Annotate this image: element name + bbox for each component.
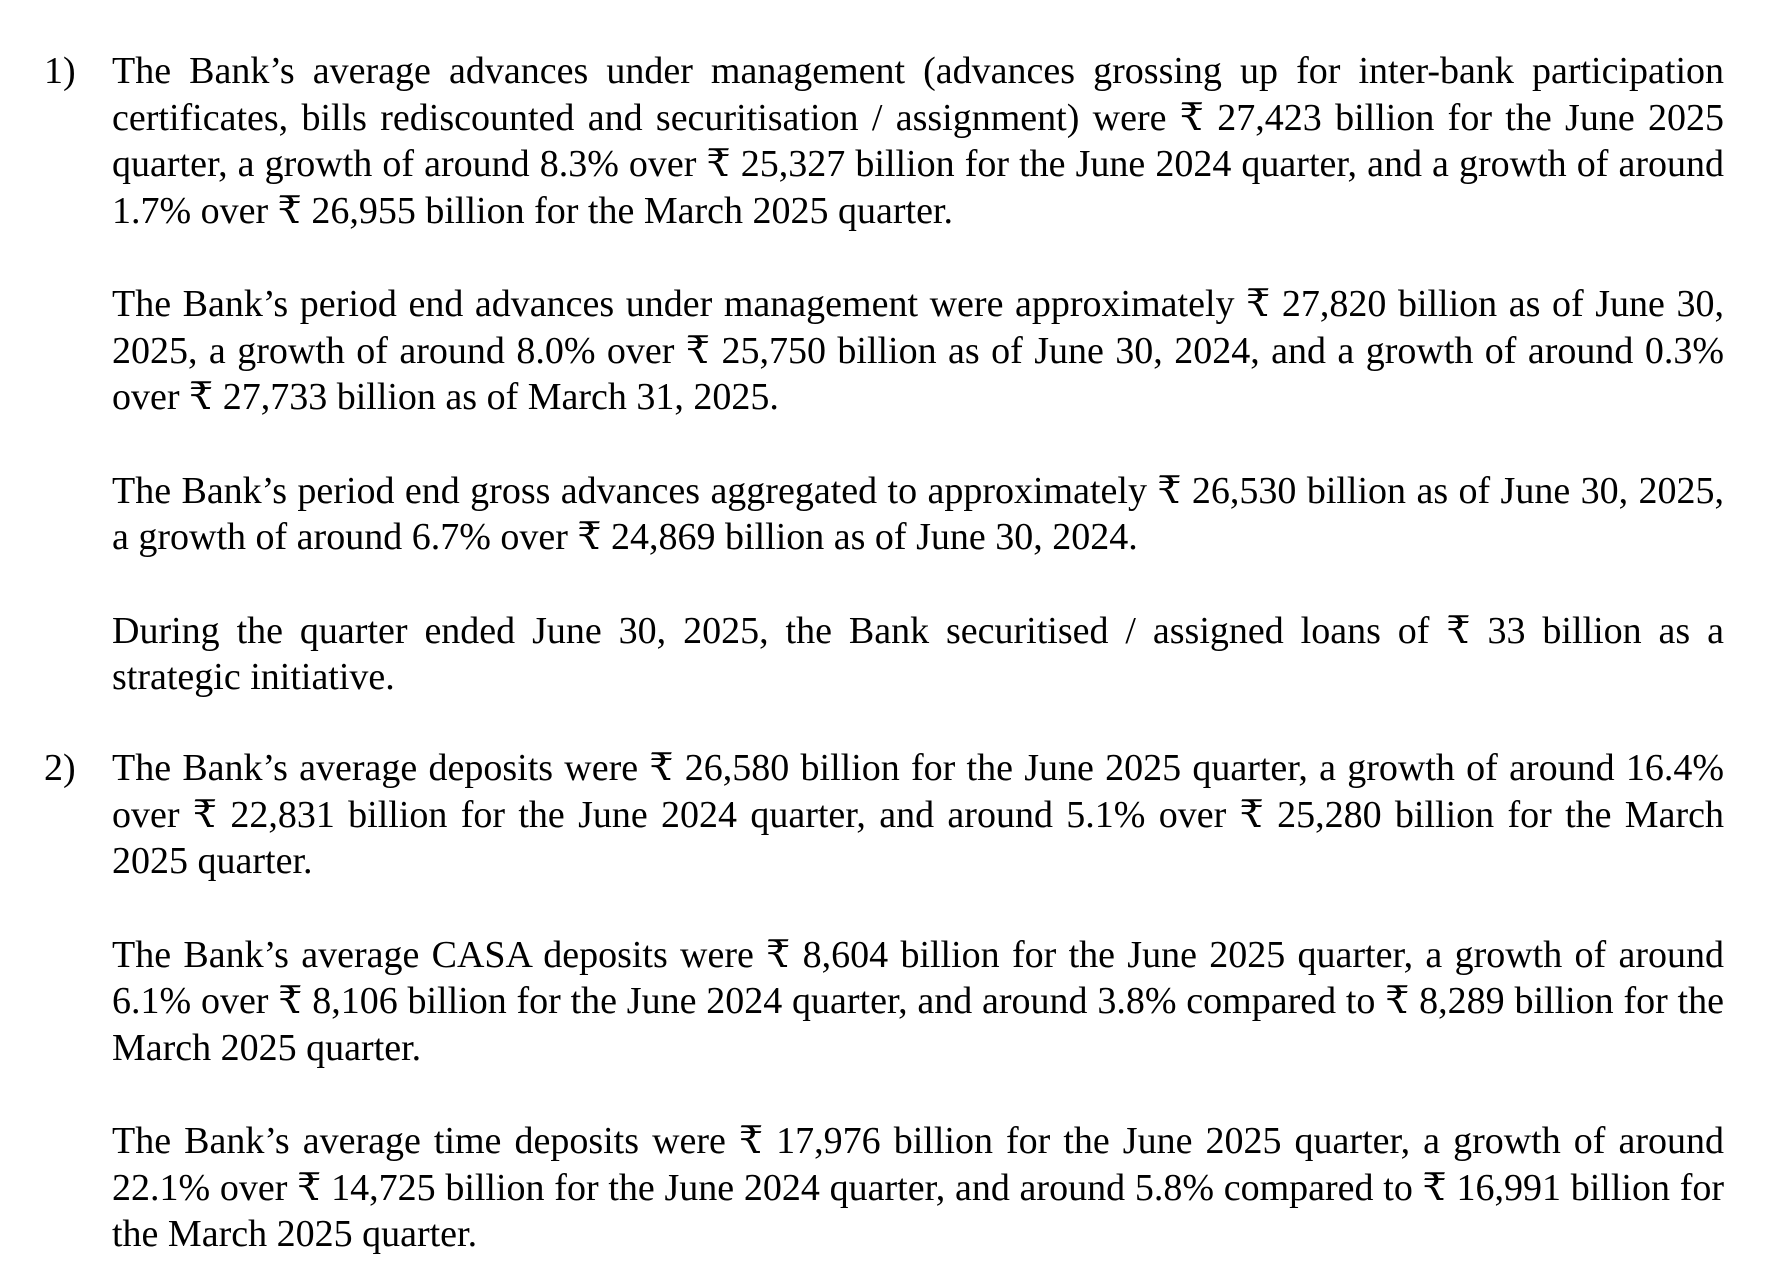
list-item-number: 2) — [44, 747, 76, 789]
paragraph-average-advances: The Bank’s average advances under management (advances grossing up for inter-bank participation certificates, bills rediscounted and securitisation / assignment) were ₹ 27,423 billion for the June 2025 quarter, a growth of around 8.3% over ₹ 25,327 billion for the June 2024 quarter, and a growth of around 1.7% over ₹ 26,955 billion for the March 2025 quarter. — [112, 50, 1724, 232]
paragraph-gross-advances: The Bank’s period end gross advances aggregated to approximately ₹ 26,530 billion as of June 30, 2025, a growth of around 6.7% over ₹ 24,869 billion as of June 30, 2024. — [112, 469, 1724, 558]
list-item-body — [112, 745, 1724, 1258]
list-item-body — [112, 48, 1724, 701]
paragraph-period-end-advances: The Bank’s period end advances under management were approximately ₹ 27,820 billion as of June 30, 2025, a growth of around 8.0% over ₹ 25,750 billion as of June 30, 2024, and a growth of around 0.3% over ₹ 27,733 billion as of March 31, 2025. — [112, 283, 1724, 418]
paragraph-time-deposits: The Bank’s average time deposits were ₹ 17,976 billion for the June 2025 quarter, a growth of around 22.1% over ₹ 14,725 billion for the June 2024 quarter, and around 5.8% compared to ₹ 16,991 billion for the March 2025 quarter. — [112, 1120, 1724, 1255]
paragraph-securitisation: During the quarter ended June 30, 2025, the Bank securitised / assigned loans of ₹ 33 billion as a strategic initiative. — [112, 609, 1724, 698]
paragraph-average-deposits: The Bank’s average deposits were ₹ 26,580 billion for the June 2025 quarter, a growth of around 16.4% over ₹ 22,831 billion for the June 2024 quarter, and around 5.1% over ₹ 25,280 billion for the March 2025 quarter. — [112, 747, 1724, 882]
paragraph-casa-deposits: The Bank’s average CASA deposits were ₹ 8,604 billion for the June 2025 quarter, a growth of around 6.1% over ₹ 8,106 billion for the June 2024 quarter, and around 3.8% compared to ₹ 8,289 billion for the March 2025 quarter. — [112, 933, 1724, 1069]
list-item-number: 1) — [44, 50, 76, 92]
